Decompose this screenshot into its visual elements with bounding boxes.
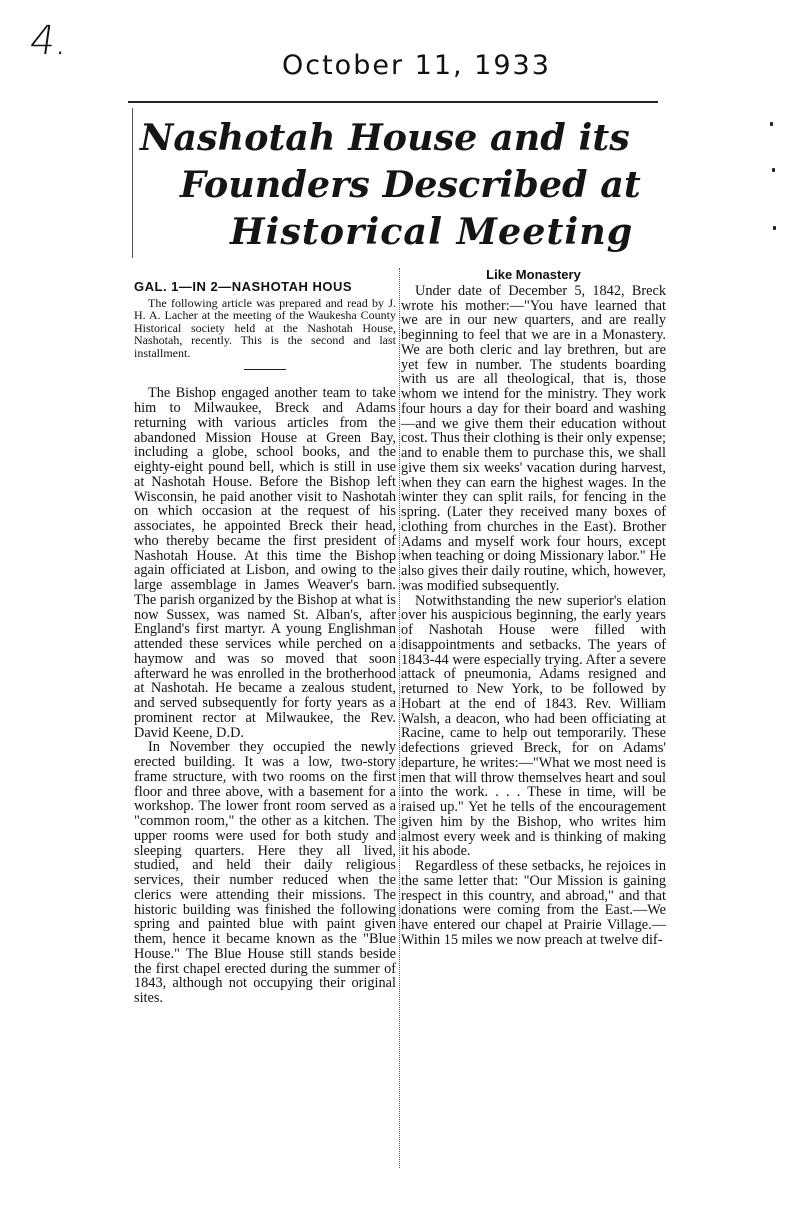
- headline-side-rule: [132, 108, 133, 258]
- article-paragraph: The Bishop engaged another team to take him to Milwaukee, Breck and Adams returning with various articles from the abandoned Mission House at Green Bay, including a globe, school books, and the eighty-eight pound bell, which is still in use at Nashotah House. Before the Bishop left Wisconsin, he paid another visit to Nashotah on which occasion at the request of his associates, he appointed Breck their head, who thereby became the first president of Nashotah House. At this time the Bishop again officiated at Lisbon, and owing to the large assemblage in James Weaver's barn. The parish organized by the Bishop at what is now Sussex, was named St. Alban's, after England's first martyr. A young Englishman attended these services while perched on a haymow and was so moved that soon afterward he was enrolled in the brotherhood at Nashotah. He became a zealous student, and served subsequently for forty years as a prominent rector at Milwaukee, the Rev. David Keene, D.D.: [134, 385, 396, 741]
- scan-speck: [772, 168, 775, 172]
- page-number: 4.: [26, 18, 72, 64]
- article-column-left: [134, 280, 396, 1006]
- headline: [140, 114, 660, 255]
- handwritten-date: October 11, 1933: [282, 50, 551, 81]
- headline-line-2: Founders Described at: [180, 163, 641, 206]
- article-kicker: GAL. 1—IN 2—NASHOTAH HOUS: [134, 279, 353, 294]
- article-paragraph: In November they occupied the newly erected building. It was a low, two-story frame structure, with two rooms on the first floor and three above, with a basement for a workshop. The lower front room served as a "common room," the other as a kitchen. The upper rooms were used for both study and sleeping quarters. Here they all lived, studied, and held their daily religious services, their number reduced when the clerics were attending their missions. The historic building was finished the following spring and painted blue with paint given them, hence it became known as the "Blue House." The Blue House still stands beside the first chapel erected during the summer of 1843, although not occupying their original sites.: [134, 739, 396, 1006]
- article-paragraph: Under date of December 5, 1842, Breck wrote his mother:—"You have learned that we are in our new quarters, and are really beginning to feel that we are in a Monastery. We are both cleric and lay brethren, but are yet few in number. The students boarding with us are all theological, that is, those whom we intend for the ministry. They work four hours a day for their board and washing—and we give them their education without cost. Thus their clothing is their only expense; and to enable them to purchase this, we shall give them six weeks' vacation during harvest, when they can earn the highest wages. In the winter they can split rails, for fencing in the spring. (Later they received many boxes of clothing from churches in the East). Brother Adams and myself work four hours, except when teaching or doing Missionary labor." He also gives their daily routine, which, however, was modified subsequently.: [401, 282, 666, 594]
- headline-top-rule: [128, 101, 658, 103]
- article-paragraph: Regardless of these setbacks, he rejoices in the same letter that: "Our Mission is gaining respect in this country, and abroad," and that donations were coming from the East.—We have entered our chapel at Prairie Village.—Within 15 miles we now preach at twelve dif-: [401, 858, 666, 948]
- headline-line-1: Nashotah House and its: [140, 116, 630, 159]
- article-paragraph: Notwithstanding the new superior's elation over his auspicious beginning, the early years of Nashotah House were filled with disappointments and setbacks. The years of 1843-44 were especially trying. After a severe attack of pneumonia, Adams resigned and returned to New York, to be followed by Hobart at the end of 1843. Rev. William Walsh, a deacon, who had been officiating at Racine, came to help out temporarily. These defections grieved Breck, for on Adams' departure, he writes:—"What we most need is men that will throw themselves heart and soul into the work. . . . These in time, will be raised up." Yet he tells of the encouragement given him by the Bishop, who writes him almost every week and is thinking of making it his abode.: [401, 592, 666, 860]
- headline-line-3: Historical Meeting: [230, 210, 634, 253]
- article-column-right: [401, 268, 666, 948]
- column-divider: [399, 268, 400, 1168]
- intro-divider: [244, 369, 286, 370]
- article-intro: The following article was prepared and read by J. H. A. Lacher at the meeting of the Waukesha County Historical society held at the Nashotah House, Nashotah, recently. This is the second and last installment.: [134, 295, 396, 360]
- section-subhead: Like Monastery: [486, 267, 581, 282]
- scan-speck: [773, 226, 776, 230]
- scan-speck: [770, 122, 773, 126]
